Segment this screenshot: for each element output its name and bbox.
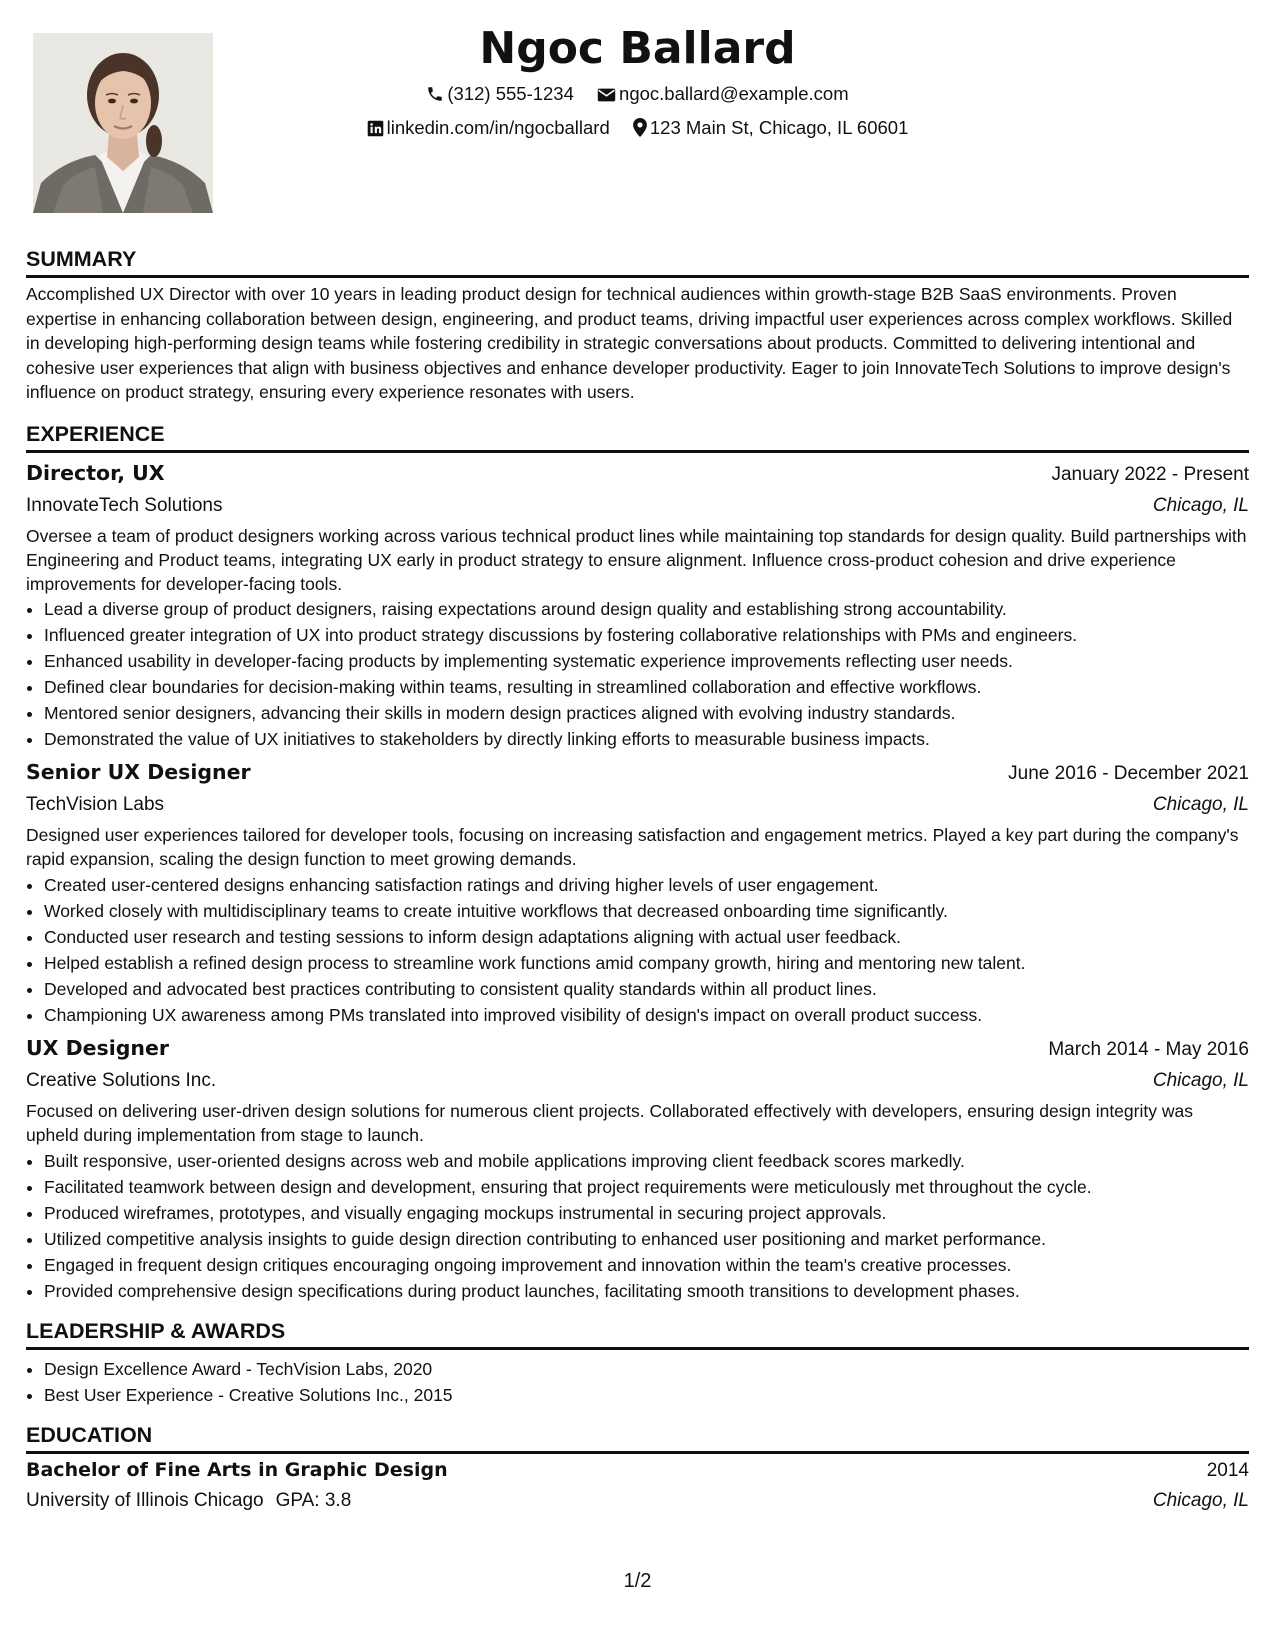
job-description: Focused on delivering user-driven design solutions for numerous client projects. Collaborated effectively with developers, ensuring design integrity was upheld during implementation from stage to launch. [26,1100,1193,1145]
job-subheader [26,1065,1249,1096]
degree-title: Bachelor of Fine Arts in Graphic Design [26,1458,448,1481]
summary-section [26,244,1249,405]
map-pin-icon [633,115,647,146]
linkedin-contact[interactable] [367,112,610,146]
education-subheader [26,1485,1249,1516]
envelope-icon [597,81,616,112]
education-header [26,1456,1249,1485]
school-info [26,1487,351,1515]
contact-line-1 [0,78,1275,112]
school-name: University of Illinois Chicago [26,1489,264,1511]
list-item: • Design Excellence Award - TechVision Labs, 2020 [44,1356,1249,1382]
list-item: • Helped establish a refined design process to streamline work functions amid company growth, hiring and mentoring new talent. [44,950,1249,976]
job-header [26,1033,1249,1065]
awards-heading: LEADERSHIP & AWARDS [26,1316,1249,1350]
list-item: • Enhanced usability in developer-facing products by implementing systematic experience improvements reflecting user needs. [44,648,1249,674]
list-item: • Championing UX awareness among PMs translated into improved visibility of design's impact on overall product success. [44,1002,1249,1028]
resume-header [0,20,1275,146]
job-header [26,458,1249,490]
education-heading: EDUCATION [26,1420,1249,1454]
summary-text: Accomplished UX Director with over 10 years in leading product design for technical audiences within growth-stage B2B SaaS environments. Proven expertise in enhancing collaboration between design, engineering, and product teams, driving impactful user experiences across complex workflows. Skilled in developing high-performing design teams while fostering credibility in strategic conversations about products. Committed to delivering intentional and cohesive user experiences that align with business objectives and enhance developer productivity. Eager to join InnovateTech Solutions to improve design's influence on product strategy, ensuring every experience resonates with users. [26,284,1233,403]
job-title: Director, UX [26,460,165,485]
job-entry [26,757,1249,1028]
job-header [26,757,1249,789]
linkedin-icon [367,115,384,146]
experience-section [26,419,1249,1304]
education-section [26,1420,1249,1516]
list-item: • Mentored senior designers, advancing their skills in modern design practices aligned with evolving industry standards. [44,700,1249,726]
list-item: • Provided comprehensive design specifications during product launches, facilitating smooth transitions to development phases. [44,1278,1249,1304]
list-item: • Influenced greater integration of UX into product strategy discussions by fostering collaborative relationships with PMs and engineers. [44,622,1249,648]
list-item: • Defined clear boundaries for decision-making within teams, resulting in streamlined collaboration and effective workflows. [44,674,1249,700]
list-item: • Created user-centered designs enhancing satisfaction ratings and driving higher levels of user engagement. [44,872,1249,898]
resume-body [26,244,1249,1516]
job-subheader [26,789,1249,820]
list-item: • Facilitated teamwork between design and development, ensuring that project requirements were meticulously met throughout the cycle. [44,1174,1249,1200]
experience-heading: EXPERIENCE [26,419,1249,453]
list-item: • Engaged in frequent design critiques encouraging ongoing improvement and innovation within the team's creative processes. [44,1252,1249,1278]
job-bullets [26,596,1249,752]
list-item: • Utilized competitive analysis insights to guide design direction contributing to enhanced user positioning and market performance. [44,1226,1249,1252]
list-item: • Conducted user research and testing sessions to inform design adaptations aligning with actual user feedback. [44,924,1249,950]
contact-line-2 [0,112,1275,146]
job-description: Designed user experiences tailored for developer tools, focusing on increasing satisfaction and engagement metrics. Played a key part during the company's rapid expansion, scaling the design function to meet growing demands. [26,825,1239,870]
job-company: TechVision Labs [26,794,165,816]
job-dates: June 2016 - December 2021 [1008,763,1249,785]
job-company: InnovateTech Solutions [26,494,223,516]
list-item: • Lead a diverse group of product designers, raising expectations around design quality and establishing strong accountability. [44,596,1249,622]
school-location: Chicago, IL [1152,1489,1249,1511]
summary-heading: SUMMARY [26,244,1249,278]
phone-text: (312) 555-1234 [447,83,574,104]
phone-icon [426,81,444,112]
job-dates: March 2014 - May 2016 [1048,1038,1249,1060]
job-entry [26,458,1249,752]
job-dates: January 2022 - Present [1051,463,1249,485]
awards-section [26,1316,1249,1408]
address-contact [633,112,909,146]
job-bullets [26,1148,1249,1304]
list-item: • Developed and advocated best practices contributing to consistent quality standards within all product lines. [44,976,1249,1002]
email-text: ngoc.ballard@example.com [619,83,849,104]
phone-contact[interactable] [426,78,574,112]
job-bullets [26,872,1249,1028]
linkedin-text: linkedin.com/in/ngocballard [386,117,610,138]
job-entry [26,1033,1249,1304]
list-item: • Built responsive, user-oriented designs across web and mobile applications improving client feedback scores markedly. [44,1148,1249,1174]
job-location: Chicago, IL [1152,1069,1249,1091]
job-location: Chicago, IL [1152,794,1249,816]
list-item: • Worked closely with multidisciplinary teams to create intuitive workflows that decreased onboarding time significantly. [44,898,1249,924]
page-number: 1/2 [623,1570,652,1592]
job-subheader [26,490,1249,521]
awards-list [26,1356,1249,1408]
candidate-name: Ngoc Ballard [479,23,796,74]
job-company: Creative Solutions Inc. [26,1069,217,1091]
job-title: UX Designer [26,1035,170,1060]
email-contact[interactable] [597,78,849,112]
job-description: Oversee a team of product designers working across various technical product lines while maintaining top standards for design quality. Build partnerships with Engineering and Product teams, integrating UX early in product strategy to ensure alignment. Influence cross-product cohesion and drive experience improvements for developer-facing tools. [26,525,1247,594]
list-item: • Produced wireframes, prototypes, and visually engaging mockups instrumental in securing project approvals. [44,1200,1249,1226]
list-item: • Best User Experience - Creative Solutions Inc., 2015 [44,1382,1249,1408]
list-item: • Demonstrated the value of UX initiatives to stakeholders by directly linking efforts to measurable business impacts. [44,726,1249,752]
address-text: 123 Main St, Chicago, IL 60601 [649,117,909,138]
job-location: Chicago, IL [1152,494,1249,516]
gpa-text: GPA: 3.8 [275,1489,352,1511]
job-title: Senior UX Designer [26,760,251,785]
graduation-year: 2014 [1206,1459,1249,1481]
